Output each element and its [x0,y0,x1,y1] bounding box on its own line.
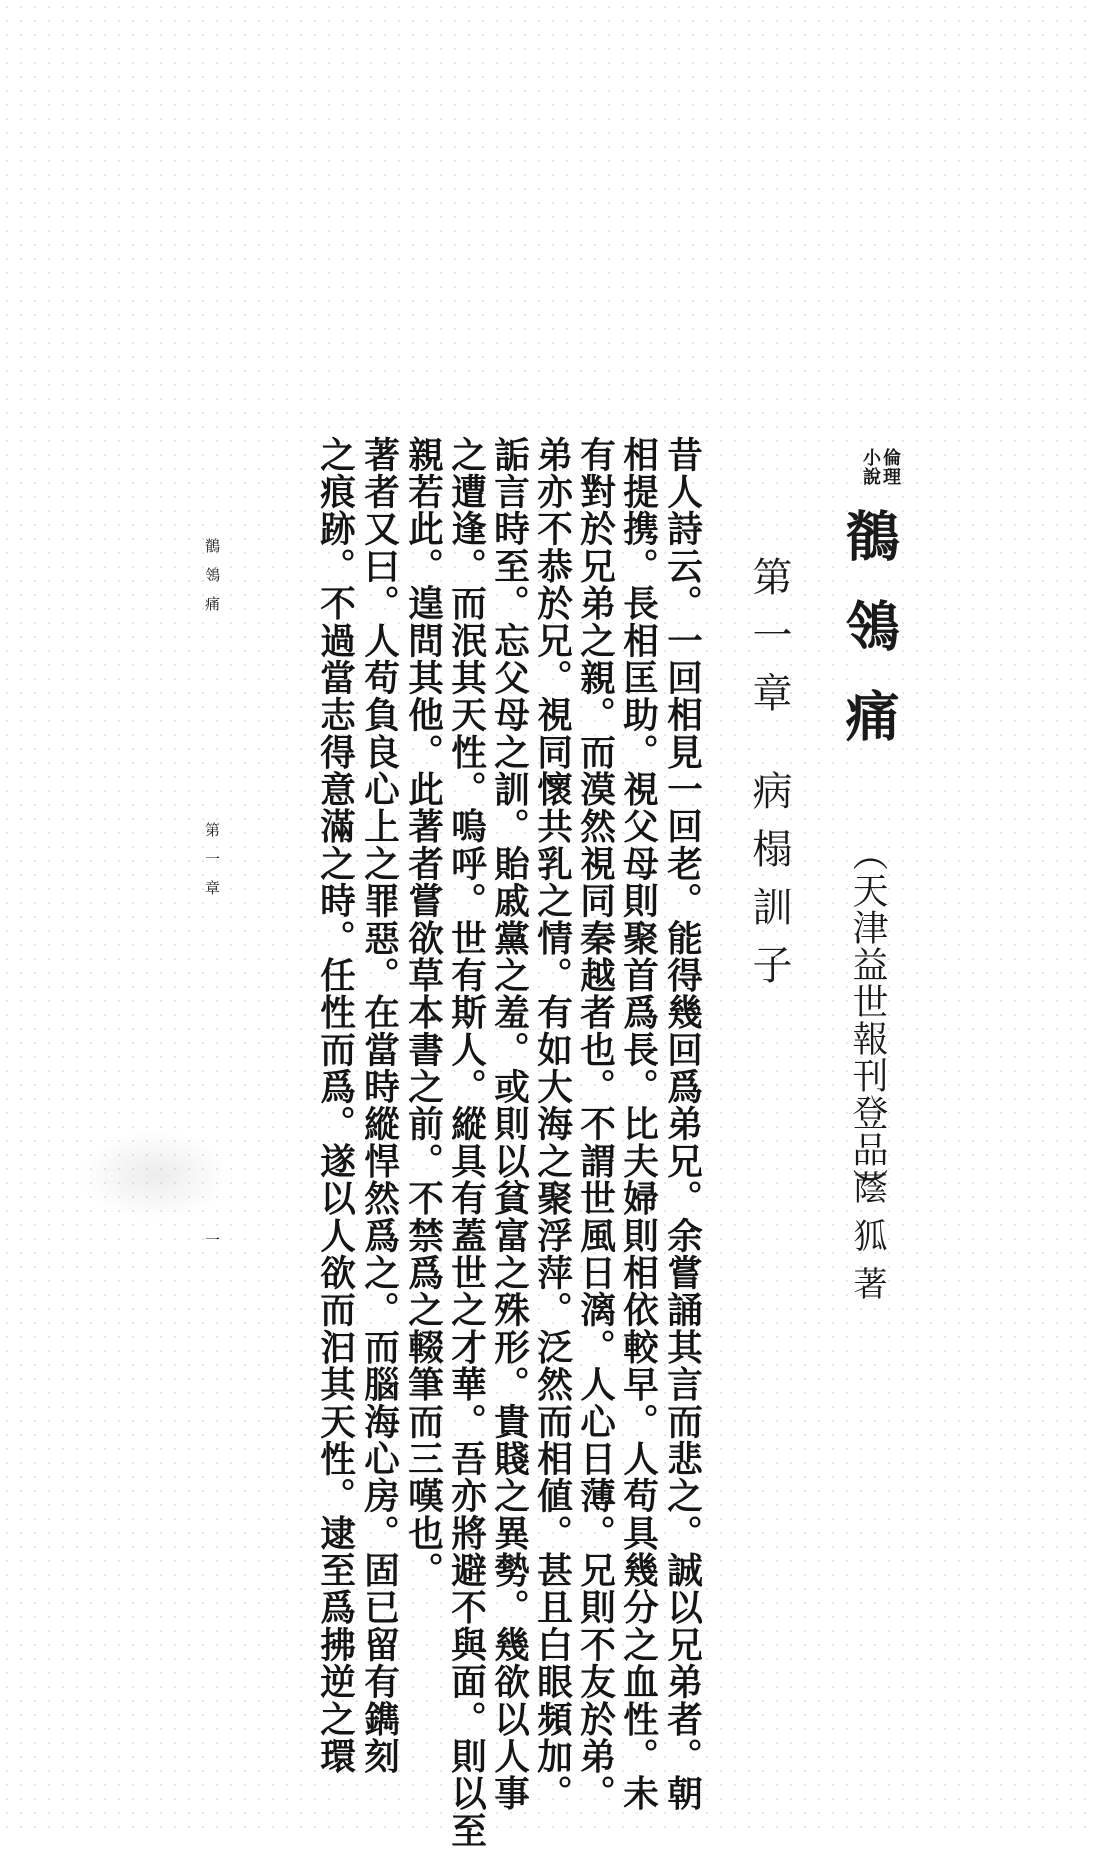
body-column-2: 相提携。長相匡助。視父母則聚首爲長。比夫婦則相依較早。人苟具幾分之血性。未 [617,436,659,1813]
running-chapter: 第一章 [203,822,221,909]
page-number: 一 [203,1232,221,1261]
genre-bottom: 小說 [860,448,881,486]
body-column-7: 親若此。遑問其他。此著者嘗欲草本書之前。不禁爲之輟筆而三嘆也。 [402,436,444,1589]
body-column-3: 有對於兄弟之親。而漠然視同秦越者也。不謂世風日漓。人心日薄。兄則不友於弟。 [574,436,616,1813]
body-column-6: 之遭逢。而泯其天性。嗚呼。世有斯人。縱具有蓋世之才華。吾亦將避不與面。則以至 [445,436,487,1849]
body-column-1: 昔人詩云。一回相見一回老。能得幾回爲弟兄。余嘗誦其言而悲之。誠以兄弟者。朝 [661,436,703,1813]
body-column-8: 著者又曰。人苟負良心上之罪惡。在當時縱悍然爲之。而腦海心房。固已留有鐫刻 [358,436,400,1775]
chapter-heading [746,556,792,1002]
genre-label [825,448,899,486]
author-line: 蔭狐著 [847,1170,887,1314]
genre-top: 倫理 [880,448,901,486]
publication-source: （天津益世報刊登品） [847,835,888,1205]
book-title: 鶺鴒痛 [837,508,901,778]
body-column-4: 弟亦不恭於兄。視同懷共乳之情。有如大海之聚浮萍。泛然而相値。甚且白眼頻加。 [531,436,573,1813]
chapter-name: 病榻訓子 [746,770,792,1002]
body-column-9: 之痕跡。不過當志得意滿之時。任性而爲。遂以人欲而汩其天性。逮至爲拂逆之環 [314,436,356,1775]
running-title: 鶺鴒痛 [203,538,221,625]
body-column-5: 詬言時至。忘父母之訓。貽戚黨之羞。或則以貧富之殊形。貴賤之異勢。幾欲以人事 [488,436,530,1813]
scan-smudge [80,1130,230,1220]
chapter-number: 第一章 [746,556,792,730]
